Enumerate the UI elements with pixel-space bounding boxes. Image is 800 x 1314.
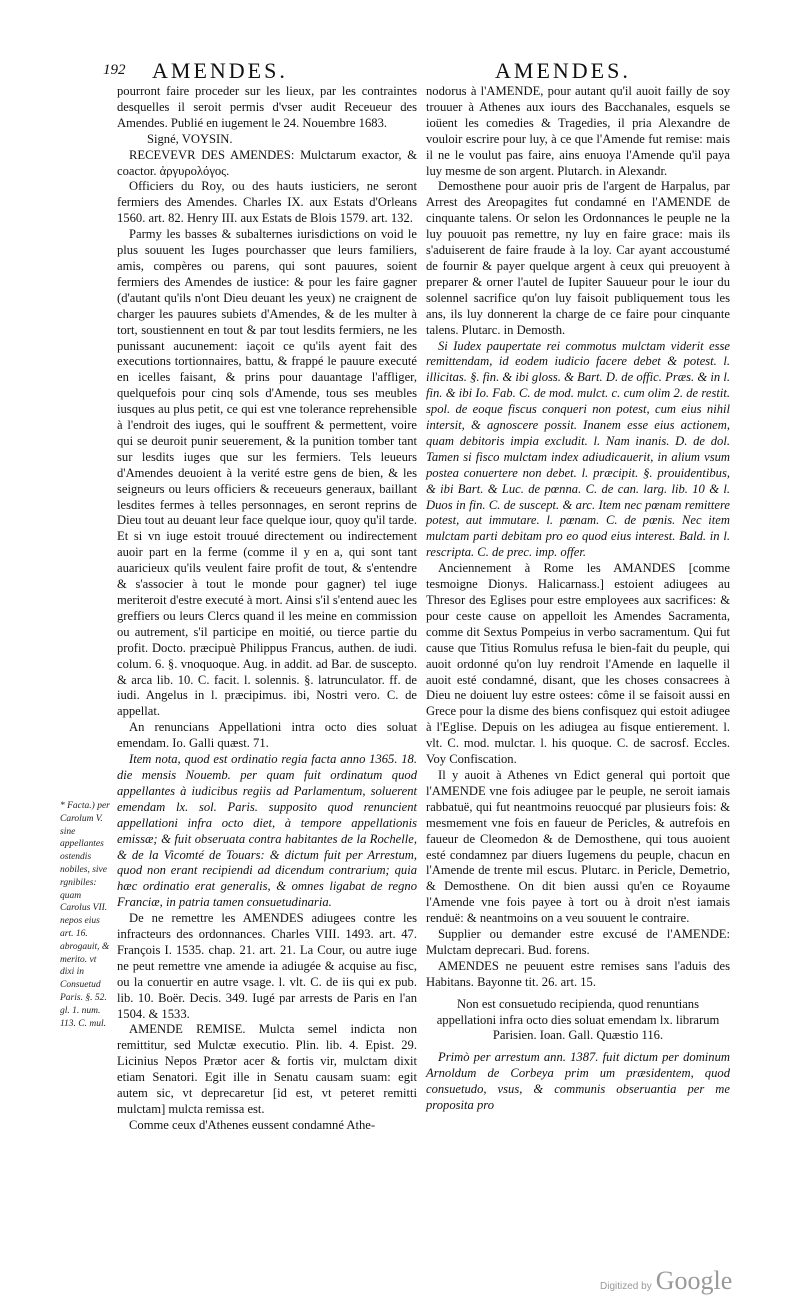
left-column	[117, 84, 417, 1134]
paragraph: De ne remettre les AMENDES adiugees contre les infracteurs des ordonnances. Charles VIII. 1493. art. 47. François I. 1535. chap. 21. art. 21. La Cour, ou autre iuge ne peut remettre vne amende ia adiugée & acquise au fisc, ou la conuertir en autre vsage. l. vlt. C. de iis qui ex pub. lib. 10. Boër. Decis. 349. Iugé par arrests de Paris en l'an 1504. & 1533.	[117, 911, 417, 1021]
running-head-right: AMENDES.	[495, 58, 631, 83]
signature-line: Signé, VOYSIN.	[147, 131, 233, 146]
page-number: 192	[103, 62, 126, 78]
paragraph: Anciennement à Rome les AMANDES [comme tesmoigne Dionys. Halicarnass.] estoient adiugees au Thresor des Eglises pour estre employees aux sacrifices: & pour ceste cause on appelloit les Amendes Sacramenta, comme dit Sextus Pompeius in verbo sacramentum. Qui fut cause que Titius Romulus refusa le bien-fait du peuple, qui auoit ordonné qu'on luy rendroit l'Amende en laquelle il auoit esté condamné, disant, que les choses consacrees à Dieu ne doiuent luy estre ostees: côme il se faisoit aussi en Grece pour la disme des biens confisquez qui estoit adiugee à l'Eglise. Depuis on les adiugea au fisque entierement. l. vlt. C. mod. mulctar. l. his quoque. C. de sacrosf. Eccles. Voy Confiscation.	[426, 561, 730, 767]
paragraph: An renuncians Appellationi intra octo dies soluat emendam. Io. Galli quæst. 71.	[117, 720, 417, 751]
paragraph: Parmy les basses & subalternes iurisdictions on void le plus souuent les Iuges pourchasser que leurs familiers, amis, compères ou parens, qui sont pauures, soient fermiers des Amendes de iustice: & pour les faire gagner (d'autant qu'ils n'ont Dieu deuant les yeux) ne craignent de charger les pauures subiets d'Amendes, & de les multer à tort, soustiennent en tout & par tout lesdits fermiers, ne les punissant aucunement: iaçoit ce qu'ils ayent fait des executions tortionnaires, battu, & frappé le pauure executé en icelles faisant, & prins pour dauantage l'affliger, quelquefois pour cinq sols d'Amende, tous ses meubles iusques au plus petit, ce qui est vne tolerance reprehensible à l'endroit des iuges, qui le souffrent & permettent, voire qui se deuroit punir seuerement, & la punition tomber tant sur lesdits iuges que sur les fermiers. Tels leueurs d'Amendes deuoient à la verité estre gens de bien, & les seigneurs ou leurs officiers & receueurs generaux, baillant lesdites fermes à telles personnages, en seront reprins de Dieu tout au deuant leur face quelque iour, quoy qu'il tarde. Et si vn iuge estoit trouué directement ou indirectement auoir part en la ferme (comme il y en a, qui sont tant auaricieux qu'ils veulent faire profit de tout, & s'entendre & s'associer à tout le monde pour gagner) tel iuge meriteroit d'estre executé à mort. Ainsi s'il s'entend auec les greffiers ou leurs Clercs quand il les meine en commission ou autrement, s'il participe en moitié, ou tierce partie du profit. Docto. præcipuè Philippus Francus, authen. de iudi. colum. 6. §. vnoquoque. Aug. in addit. ad Bar. de suscepto. & arca lib. 10. C. facit. l. solennis. §. latrunculator. ff. de iudi. Angelus in l. præcipimus. ibi, Nostri vero. C. de appellat.	[117, 227, 417, 719]
paragraph: Demosthene pour auoir pris de l'argent de Harpalus, par Arrest des Areopagites fut condamné en l'AMENDE de cinquante talens. Or selon les Ordonnances le peuple ne la luy pouuoit pas remettre, ny luy en faire grace: mais ils s'aduiserent de faire fraude à la loy. Car ayant accoustumé de fournir & payer quelque argent à ceux qui preuoyent à preparer & orner l'autel de Iupiter Sauueur pour le iour du solennel sacrifice qu'on luy faisoit publiquement tous les ans, ils luy donnerent la charge de ce faire pour cinquante talens. Plutarc. in Demosth.	[426, 179, 730, 337]
paragraph: Comme ceux d'Athenes eussent condamné Athe-	[129, 1117, 376, 1132]
paragraph: Supplier ou demander estre excusé de l'AMENDE: Mulctam deprecari. Bud. forens.	[426, 927, 730, 957]
paragraph: Primò per arrestum ann. 1387. fuit dictum per dominum Arnoldum de Corbeya prim um præsidentem, quod consuetudo, vsus, & communis obseruantia per me proposita pro	[426, 1050, 730, 1113]
paragraph: nodorus à l'AMENDE, pour autant qu'il auoit failly de soy trouuer à Athenes aux iours des Bacchanales, esquels se ioüent les comedies & Tragedies, il pria Alexandre de vouloir escrire pour luy, à ce que l'Amende fut remise: mais il ne le voulut pas faire, ains enuoya l'Amende qu'il paya luy mesme de son argent. Plutarch. in Alexandr.	[426, 84, 730, 178]
right-column	[426, 84, 730, 1114]
paragraph: Item nota, quod est ordinatio regia facta anno 1365. 18. die mensis Nouemb. per quam fuit ordinatum quod appellantes à iudicibus regiis ad Parlamentum, soluerent emendam lx. sol. Paris. supposito quod renuncient appellationi infra octo diet, à tempore appellationis emissæ; & fuit obseruata contra habitantes de la Rochelle, & de la Vicomté de Touars: & dictum fuit per Arrestum, quod non erant recipiendi ad dicendum contrarium; quia hæc ordinatio erat generalis, & omnes ligabat de regno Franciæ, in patria tamen consuetudinaria.	[117, 752, 417, 910]
watermark-prefix: Digitized by	[600, 1281, 652, 1292]
paragraph: pourront faire proceder sur les lieux, par les contraintes desquelles il seroit permis d'vser audit Receueur des Amendes. Publié en iugement le 24. Nouembre 1683.	[117, 84, 417, 130]
section-heading: Non est consuetudo recipienda, quod renuntians appellationi infra octo dies soluat emendam lx. librarum Parisien. Ioan. Gall. Quæstio 116.	[436, 996, 720, 1043]
paragraph: Il y auoit à Athenes vn Edict general qui portoit que l'AMENDE vne fois adiugee par le peuple, ne seroit iamais rabbatuë, qui fut neantmoins reuocqué par plusieurs fois: & mesmement vne fois en faueur de Pericles, & autrefois en faueur de Cleomedon & de Demosthene, qui tous auoient esté condamnez par diuers Iugemens du peuple, chacun en l'Amende de trente mil escus. Plutarc. in Pericle, Demetrio, & Demosthene. On dit bien aussi qu'en ce Royaume l'Amende vne fois payee à tort ou à droit n'est iamais renduë: & neantmoins on a veu souuent le contraire.	[426, 767, 730, 926]
paragraph: AMENDES ne peuuent estre remises sans l'aduis des Habitans. Bayonne tit. 26. art. 15.	[426, 958, 730, 989]
running-head-left: AMENDES.	[152, 58, 288, 83]
paragraph: Si Iudex paupertate rei commotus mulctam viderit esse remittendam, id eodem iudicio facere debet & potest. l. illicitas. §. fin. & ibi gloss. & Bart. D. de offic. Præs. & in l. fin. & ibi Io. Fab. C. de mod. mulct. c. cum olim 2. de restit. spol. de eoque fiscus conqueri non potest, cum eius nihil intersit, & agnoscere possit. Inanem esse eius actionem, quam debitoris impia excludit. l. Nam inanis. D. de dol. Tamen si fisco mulctam index adiudicauerit, in alium vsum postea conuertere non debet. l. præcipit. §. prouidentibus, & ibi Bart. & Luc. de pœnna. C. de can. larg. lib. 10 & l. Duos in fin. C. de suscept. & arc. Item nec pœnam remittere potest, aut immutare. l. pœnam. C. de pœnis. Nec item mulctam parti debitam pro eo quod eius interest. Bald. in l. rescripta. C. de prec. imp. offer.	[426, 338, 730, 560]
paragraph: AMENDE REMISE. Mulcta semel indicta non remittitur, sed Mulctæ executio. Plin. lib. 4. Epist. 29. Licinius Nepos Prætor acer & fortis vir, mulctam dixit etiam Senatori. Egit ille in Senatu causam suam: egit autem sic, vt deprecaretur [id est, vt peteret remitti mulctam] mulcta remissa est.	[117, 1022, 417, 1116]
paragraph: Officiers du Roy, ou des hauts iusticiers, ne seront fermiers des Amendes. Charles IX. aux Estats d'Orleans 1560. art. 82. Henry III. aux Estats de Blois 1579. art. 132.	[117, 179, 417, 226]
marginal-note: * Facta.) per Carolum V. sine appellantes ostendis nobiles, sive rgnibiles: quam Carolus VII. nepos eius art. 16. abrogauit, & merito. vt dixi in Consuetud Paris. §. 52. gl. 1. num. 113. C. mul.	[60, 801, 110, 1029]
google-logo: Google	[655, 1266, 733, 1295]
paragraph: RECEVEVR DES AMENDES: Mulctarum exactor, & coactor. ἀργυρολόγος.	[117, 147, 417, 178]
digitization-watermark	[600, 1266, 732, 1296]
